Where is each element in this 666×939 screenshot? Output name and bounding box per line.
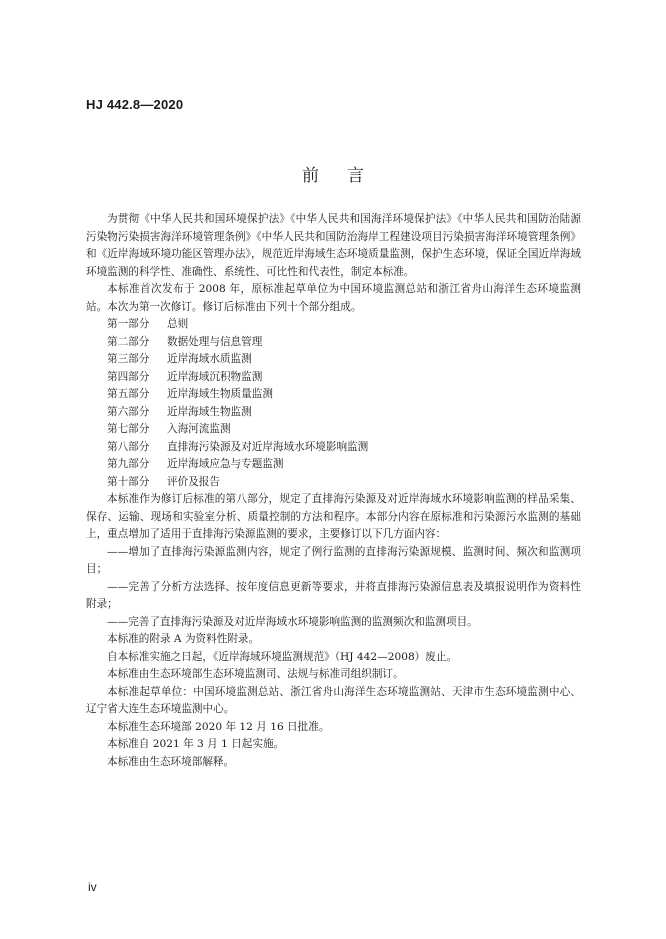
revision-item: ——完善了直排海污染源及对近岸海域水环境影响监测的监测频次和监测项目。 (107, 615, 478, 628)
intro-paragraph-purpose: 为贯彻《中华人民共和国环境保护法》《中华人民共和国海洋环境保护法》《中华人民共和国防治陆源污染物污染损害海洋环境管理条例》《中华人民共和国防治海岸工程建设项目污染损害海洋环境管理条例》和《近岸海域环境功能区管理办法》，规范近岸海域生态环境质量监测，保护生态环境，保证全国近岸海域环境监测的科学性、准确性、系统性、可比性和代表性，制定本标准。 (86, 213, 581, 278)
part-name: 近岸海域水质监测 (167, 353, 252, 365)
closing-paragraph-repeal: 自本标准实施之日起，《近岸海域环境监测规范》（HJ 442—2008）废止。 (107, 650, 458, 663)
page-number: iv (88, 880, 97, 894)
part-number: 第五部分 (107, 388, 150, 400)
list-item (86, 369, 581, 387)
part-name: 总则 (167, 318, 189, 330)
list-item (86, 474, 581, 492)
list-item (86, 334, 581, 352)
foreword-body (86, 211, 581, 771)
list-item (86, 439, 581, 457)
part-number: 第四部分 (107, 370, 150, 383)
part-name: 评价及报告 (167, 475, 220, 488)
revision-paragraph: 本标准作为修订后标准的第八部分，规定了直排海污染源及对近岸海域水环境影响监测的样品采集、保存、运输、现场和实验室分析、质量控制的方法和程序。本部分内容在原标准和污染源污水监测的基础上，重点增加了适用于直排海污染源监测的要求，主要修订以下几方面内容： (86, 493, 581, 540)
list-item (86, 404, 581, 422)
part-name: 直排海污染源及对近岸海域水环境影响监测 (167, 440, 369, 453)
part-number: 第二部分 (107, 335, 150, 348)
closing-paragraph-drafters: 本标准起草单位：中国环境监测总站、浙江省舟山海洋生态环境监测站、天津市生态环境监测中心、辽宁省大连生态环境监测中心。 (86, 685, 581, 715)
list-item (86, 456, 581, 474)
revision-item: ——增加了直排海污染源监测内容，规定了例行监测的直排海污染源规模、监测时间、频次和监测项目； (86, 545, 581, 575)
revision-item: ——完善了分析方法选择、按年度信息更新等要求，并将直排海污染源信息表及填报说明作为资料性附录； (86, 580, 581, 610)
list-item (86, 386, 581, 404)
part-number: 第一部分 (107, 318, 150, 330)
part-number: 第三部分 (107, 353, 150, 365)
parts-list (86, 316, 581, 491)
closing-paragraph-appendix: 本标准的附录 A 为资料性附录。 (107, 633, 260, 645)
closing-paragraph-organizer: 本标准由生态环境部生态环境监测司、法规与标准司组织制订。 (107, 668, 404, 680)
part-number: 第九部分 (107, 458, 150, 470)
part-name: 数据处理与信息管理 (167, 335, 263, 348)
standard-code: HJ 442.8—2020 (86, 97, 184, 112)
part-number: 第八部分 (107, 440, 150, 453)
part-number: 第七部分 (107, 423, 150, 435)
intro-paragraph-history: 本标准首次发布于 2008 年，原标准起草单位为中国环境监测总站和浙江省舟山海洋生态环境监测站。本次为第一次修订。修订后标准由下列十个部分组成。 (86, 283, 581, 313)
part-name: 近岸海域生物质量监测 (167, 388, 273, 400)
list-item (86, 316, 581, 334)
list-item (86, 351, 581, 369)
closing-paragraph-effective: 本标准自 2021 年 3 月 1 日起实施。 (107, 738, 285, 750)
part-number: 第十部分 (107, 475, 150, 488)
list-item (86, 421, 581, 439)
closing-paragraph-approval: 本标准生态环境部 2020 年 12 月 16 日批准。 (107, 720, 330, 733)
closing-paragraph-interpretation: 本标准由生态环境部解释。 (107, 755, 235, 768)
part-name: 近岸海域应急与专题监测 (167, 458, 284, 470)
part-name: 近岸海域沉积物监测 (167, 370, 263, 383)
page-title: 前言 (302, 166, 392, 186)
part-name: 入海河流监测 (167, 423, 231, 435)
part-number: 第六部分 (107, 405, 150, 418)
part-name: 近岸海域生物监测 (167, 405, 252, 418)
